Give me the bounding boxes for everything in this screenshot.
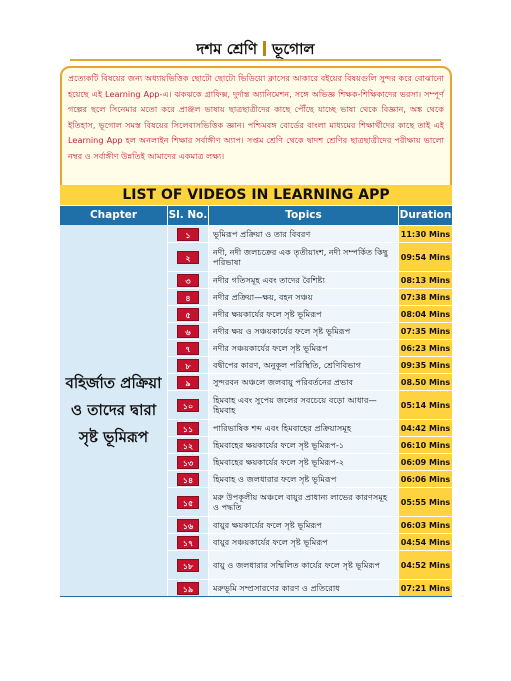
table-row[interactable] xyxy=(168,356,452,373)
sl-no-badge: ২ xyxy=(177,251,199,264)
sl-no-badge: ১০ xyxy=(177,399,199,412)
table-row[interactable] xyxy=(168,487,452,516)
duration-cell: 04:54 Mins xyxy=(399,534,452,550)
sl-no-cell xyxy=(168,420,209,436)
class-label: দশম শ্রেণি xyxy=(196,40,258,58)
duration-cell: 06:03 Mins xyxy=(399,517,452,533)
table-row[interactable] xyxy=(168,453,452,470)
sl-no-cell xyxy=(168,454,209,470)
topic-cell: বায়ুর সঞ্চয়কার্যের ফলে সৃষ্ট ভূমিরূপ xyxy=(209,534,399,550)
sl-no-cell xyxy=(168,306,209,322)
duration-cell: 04:52 Mins xyxy=(399,551,452,579)
sl-no-cell xyxy=(168,391,209,419)
sl-no-cell xyxy=(168,374,209,390)
table-body xyxy=(60,225,452,597)
topic-cell: বদ্বীপের কারণ, অনুকূল পরিস্থিতি, শ্রেণিবিভাগ xyxy=(209,357,399,373)
duration-cell: 11:30 Mins xyxy=(399,226,452,242)
table-row[interactable] xyxy=(168,516,452,533)
header-duration: Duration xyxy=(399,206,452,225)
header-underline xyxy=(70,59,441,61)
table-row[interactable] xyxy=(168,271,452,288)
topic-cell: হিমবাহের ক্ষয়কার্যের ফলে সৃষ্ট ভূমিরূপ-১ xyxy=(209,437,399,453)
sl-no-badge: ১৭ xyxy=(177,536,199,549)
duration-cell: 07:35 Mins xyxy=(399,323,452,339)
table-row[interactable] xyxy=(168,533,452,550)
duration-cell: 06:09 Mins xyxy=(399,454,452,470)
duration-cell: 05:55 Mins xyxy=(399,488,452,516)
table-row[interactable] xyxy=(168,339,452,356)
duration-cell: 04:42 Mins xyxy=(399,420,452,436)
title-separator xyxy=(263,41,266,56)
topic-cell: মরুভূমি সম্প্রসারণের কারণ ও প্রতিরোধ xyxy=(209,580,399,596)
page-header xyxy=(0,32,511,64)
table-rows xyxy=(168,225,452,596)
topic-cell: নদীর সঞ্চয়কার্যের ফলে সৃষ্ট ভূমিরূপ xyxy=(209,340,399,356)
topic-cell: মরু উপকূলীয় অঞ্চলে বায়ুর প্রাধান্য লাভের কারণসমূহ ও পদ্ধতি xyxy=(209,488,399,516)
topic-cell: নদী, নদী জলচক্রের এক তৃতীয়াংশ, নদী সম্পর্কিত কিছু পরিভাষা xyxy=(209,243,399,271)
sl-no-badge: ১৬ xyxy=(177,519,199,532)
topic-cell: নদীর ক্ষয়কার্যের ফলে সৃষ্ট ভূমিরূপ xyxy=(209,306,399,322)
sl-no-cell xyxy=(168,488,209,516)
list-title: LIST OF VIDEOS IN LEARNING APP xyxy=(60,185,452,205)
sl-no-badge: ১৮ xyxy=(177,559,199,572)
duration-cell: 09:54 Mins xyxy=(399,243,452,271)
sl-no-cell xyxy=(168,272,209,288)
topic-cell: হিমবাহ এবং সুপেয় জলের সবচেয়ে বড়ো আধার—হিমবাহ xyxy=(209,391,399,419)
sl-no-cell xyxy=(168,340,209,356)
table-row[interactable] xyxy=(168,470,452,487)
duration-cell: 07:38 Mins xyxy=(399,289,452,305)
topic-cell: পারিভাষিক শব্দ এবং হিমবাহের প্রক্রিয়াসমূহ xyxy=(209,420,399,436)
sl-no-cell xyxy=(168,243,209,271)
sl-no-cell xyxy=(168,517,209,533)
sl-no-badge: ৪ xyxy=(177,291,199,304)
sl-no-badge: ১১ xyxy=(177,422,199,435)
table-row[interactable] xyxy=(168,550,452,579)
table-row[interactable] xyxy=(168,419,452,436)
sl-no-cell xyxy=(168,323,209,339)
header-topics: Topics xyxy=(209,206,399,225)
sl-no-badge: ৭ xyxy=(177,342,199,355)
sl-no-cell xyxy=(168,580,209,596)
table-row[interactable] xyxy=(168,225,452,242)
topic-cell: নদীর গতিসমূহ এবং তাদের বৈশিষ্ট্য xyxy=(209,272,399,288)
sl-no-badge: ১৯ xyxy=(177,582,199,595)
chapter-name: বহির্জাত প্রক্রিয়া ও তাদের দ্বারা সৃষ্ট ভূমিরূপ xyxy=(60,225,168,596)
sl-no-cell xyxy=(168,437,209,453)
sl-no-badge: ১৫ xyxy=(177,496,199,509)
topic-cell: ভূমিরূপ প্রক্রিয়া ও তার বিবরণ xyxy=(209,226,399,242)
sl-no-badge: ১৪ xyxy=(177,473,199,486)
topic-cell: বায়ুর ক্ষয়কার্যের ফলে সৃষ্ট ভূমিরূপ xyxy=(209,517,399,533)
duration-cell: 08.50 Mins xyxy=(399,374,452,390)
sl-no-badge: ৩ xyxy=(177,274,199,287)
sl-no-cell xyxy=(168,551,209,579)
intro-text: প্রত্যেকটি বিষয়ের জন্য অধ্যায়ভিত্তিক ছোটো ছোটো ভিডিয়ো ক্লাসের আকারে বইয়ের বিষয়গুলি সুন্দর করে বোঝানো হয়েছে এই Learning App-এ। ঝকঝকে গ্রাফিক্স, দুর্দান্ত অ্যানিমেশন, সঙ্গে অভিজ্ঞ শিক্ষক-শিক্ষিকাদের ভরসা। সম্পূর্ণ গল্পের ছলে সিনেমার মতো করে প্রাঞ্জল ভাষায় ছাত্রছাত্রীদের কাছে পৌঁছে যাচ্ছে ভাষা থেকে বিজ্ঞান, অঙ্ক থেকে ইতিহাস, ভূগোল সমস্ত বিষয়ের সিলেবাসভিত্তিক জ্ঞান। পশ্চিমবঙ্গ বোর্ডের বাংলা মাধ্যমের শিক্ষার্থীদের কাছে তাই এই Learning App হল অনলাইন শিক্ষার সর্বাঙ্গীণ অ্যাপ। সপ্তম শ্রেণি থেকে দ্বাদশ শ্রেণির ছাত্রছাত্রীদের পরীক্ষায় ভালো নম্বর ও সর্বাঙ্গীণ উন্নতিই আমাদের একমাত্র লক্ষ্য। xyxy=(68,73,444,161)
table-row[interactable] xyxy=(168,305,452,322)
table-row[interactable] xyxy=(168,242,452,271)
duration-cell: 08:13 Mins xyxy=(399,272,452,288)
table-header-row xyxy=(60,206,452,225)
topic-cell: নদীর প্রক্রিয়া—ক্ষয়, বহন সঞ্চয় xyxy=(209,289,399,305)
sl-no-cell xyxy=(168,226,209,242)
sl-no-badge: ৯ xyxy=(177,376,199,389)
table-row[interactable] xyxy=(168,390,452,419)
table-row[interactable] xyxy=(168,288,452,305)
table-row[interactable] xyxy=(168,579,452,596)
sl-no-cell xyxy=(168,357,209,373)
duration-cell: 05:14 Mins xyxy=(399,391,452,419)
sl-no-badge: ১২ xyxy=(177,439,199,452)
intro-box xyxy=(60,66,452,203)
topic-cell: হিমবাহ ও জলধারার ফলে সৃষ্ট ভূমিরূপ xyxy=(209,471,399,487)
duration-cell: 08:04 Mins xyxy=(399,306,452,322)
videos-table xyxy=(60,206,452,597)
sl-no-cell xyxy=(168,289,209,305)
duration-cell: 09:35 Mins xyxy=(399,357,452,373)
topic-cell: বায়ু ও জলধারার সম্মিলিত কার্যের ফলে সৃষ্ট ভূমিরূপ xyxy=(209,551,399,579)
sl-no-badge: ৮ xyxy=(177,359,199,372)
sl-no-cell xyxy=(168,534,209,550)
duration-cell: 06:23 Mins xyxy=(399,340,452,356)
duration-cell: 07:21 Mins xyxy=(399,580,452,596)
table-row[interactable] xyxy=(168,322,452,339)
subject-label: ভূগোল xyxy=(272,40,315,58)
sl-no-badge: ১৩ xyxy=(177,456,199,469)
duration-cell: 06:06 Mins xyxy=(399,471,452,487)
sl-no-badge: ১ xyxy=(177,228,199,241)
topic-cell: সুন্দরবন অঞ্চলে জলবায়ু পরিবর্তনের প্রভাব xyxy=(209,374,399,390)
sl-no-badge: ৬ xyxy=(177,325,199,338)
table-row[interactable] xyxy=(168,436,452,453)
header-chapter: Chapter xyxy=(60,206,168,225)
sl-no-badge: ৫ xyxy=(177,308,199,321)
table-row[interactable] xyxy=(168,373,452,390)
topic-cell: নদীর ক্ষয় ও সঞ্চয়কার্যের ফলে সৃষ্ট ভূমিরূপ xyxy=(209,323,399,339)
topic-cell: হিমবাহের ক্ষয়কার্যের ফলে সৃষ্ট ভূমিরূপ-২ xyxy=(209,454,399,470)
duration-cell: 06:10 Mins xyxy=(399,437,452,453)
header-sl-no: Sl. No. xyxy=(168,206,209,225)
sl-no-cell xyxy=(168,471,209,487)
